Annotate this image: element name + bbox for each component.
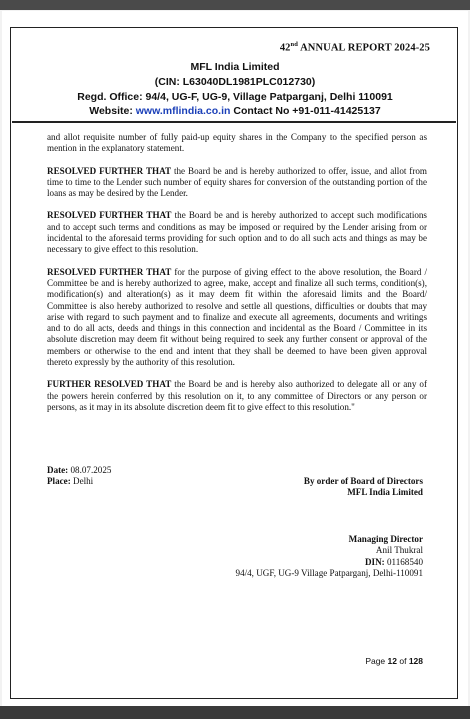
paragraph-2-text: the Board be and is hereby authorized to offer, issue, and allot from time to time to the Lender such number of equity shares for conversion of the outstanding portion of the loans as may be desired by the Lender. (47, 165, 427, 199)
board-company-line: MFL India Limited (347, 487, 423, 498)
document-page (2, 11, 468, 706)
website-contact-line (2, 105, 468, 117)
place-label: Place: (47, 476, 71, 487)
company-cin: (CIN: L63040DL1981PLC012730) (154, 76, 316, 88)
report-number-suffix: nd (290, 41, 298, 48)
board-order-block (304, 476, 423, 499)
viewer-top-bar (0, 0, 470, 10)
paragraph-3 (47, 210, 427, 255)
signatory-address: 94/4, UGF, UG-9 Village Patparganj, Delhi-110091 (235, 567, 423, 578)
header-divider (12, 121, 456, 123)
signatory-title: Managing Director (348, 534, 423, 544)
contact-number: Contact No +91-011-41425137 (230, 105, 381, 117)
place-value: Delhi (70, 476, 94, 487)
registered-office: Regd. Office: 94/4, UG-F, UG-9, Village Patparganj, Delhi 110091 (77, 91, 393, 103)
signatory-block (236, 534, 423, 579)
din-label: DIN: (364, 556, 385, 567)
paragraph-5-lead: FURTHER RESOLVED THAT (47, 379, 172, 390)
report-title: ANNUAL REPORT 2024-25 (300, 42, 430, 54)
website-label: Website: (89, 105, 136, 117)
date-label: Date: (47, 465, 69, 475)
din-value: 01168540 (384, 556, 423, 567)
website-link[interactable]: www.mflindia.co.in (135, 105, 231, 117)
din-line (236, 557, 423, 568)
paragraph-4 (47, 267, 427, 369)
annual-report-heading (280, 41, 430, 54)
paragraph-5 (47, 379, 427, 413)
paragraph-1: and allot requisite number of fully paid-up equity shares in the Company to the specified person as mention in the explanatory statement. (47, 132, 427, 154)
paragraph-5-text: the Board be and is hereby also authorized to delegate all or any of the powers herein conferred by this resolution on it, to any committee of Directors or any person or persons, as it may in its absolute discretion deem fit to give effect to this resolution." (47, 379, 427, 412)
place-line (47, 476, 111, 487)
page-of: of (397, 656, 409, 666)
resolution-body (47, 132, 427, 424)
page-label: Page (365, 656, 388, 666)
viewer-bottom-bar (0, 706, 470, 719)
paragraph-4-text: for the purpose of giving effect to the above resolution, the Board / Committee be and is hereby authorized to agree, make, accept and finalize all such terms, condition(s), modification(s) and alteration(s) as it may deem fit within the aforesaid limits and the Board/ Committee is also hereby authorized to resolve and settle all questions, difficulties or doubts that may arise with regard to such payment and to finalize and execute all agreements, documents and writings and to do all acts, deeds and things in this connection and incidental as the Board / Committee in its absolute discretion may deem fit without being required to seek any further consent or approval of the members or otherwise to the end and intent that they shall be deemed to have been given approval thereto expressly by the authority of this resolution. (47, 266, 427, 368)
report-number: 42 (279, 42, 291, 54)
paragraph-2-lead: RESOLVED FURTHER THAT (47, 165, 172, 176)
page-number (365, 656, 423, 666)
page-total: 128 (408, 656, 423, 666)
paragraph-3-lead: RESOLVED FURTHER THAT (47, 210, 172, 221)
paragraph-4-lead: RESOLVED FURTHER THAT (47, 266, 172, 277)
company-name: MFL India Limited (190, 61, 280, 73)
date-line (47, 465, 111, 476)
signatory-name: Anil Thukral (375, 545, 423, 556)
paragraph-3-text: the Board be and is hereby authorized to accept such modifications and to accept such terms and conditions as may be imposed or required by the Lender arising from or incidental to the aforesaid terms providing for such option and to do all such acts and things as may be necessary to give effect to this resolution. (47, 210, 427, 255)
date-value: 08.07.2025 (68, 465, 112, 475)
paragraph-2 (47, 166, 427, 200)
board-order-line: By order of Board of Directors (303, 476, 423, 486)
page-current: 12 (387, 656, 397, 666)
date-place-block (47, 465, 111, 488)
